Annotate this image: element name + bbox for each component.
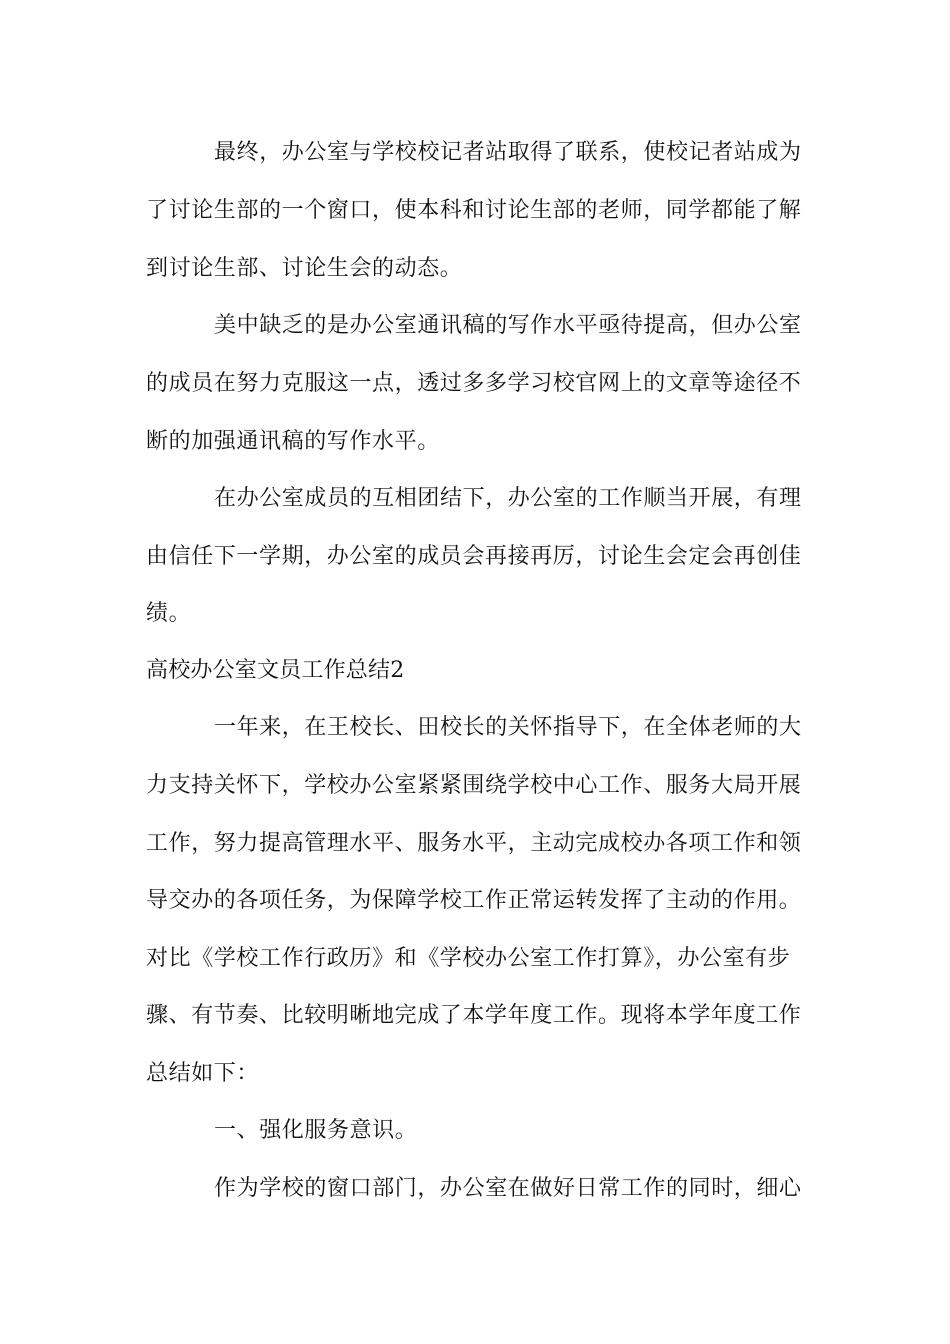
paragraph-line: 绩。 [146,601,192,626]
paragraph-line: 美中缺乏的是办公室通讯稿的写作水平亟待提高，但办公室 [214,313,802,338]
paragraph-line: 了讨论生部的一个窗口，使本科和讨论生部的老师，同学都能了解 [146,198,802,223]
paragraph-line: 力支持关怀下，学校办公室紧紧围绕学校中心工作、服务大局开展 [146,773,802,798]
paragraph-line: 作为学校的窗口部门，办公室在做好日常工作的同时，细心 [214,1176,802,1201]
section-heading: 高校办公室文员工作总结2 [146,658,405,683]
paragraph-line: 导交办的各项任务，为保障学校工作正常运转发挥了主动的作用。 [146,888,802,913]
list-item-heading: 一、强化服务意识。 [214,1118,418,1143]
paragraph-line: 由信任下一学期，办公室的成员会再接再厉，讨论生会定会再创佳 [146,544,802,569]
paragraph-line: 总结如下： [146,1061,260,1086]
paragraph-line: 在办公室成员的互相团结下，办公室的工作顺当开展，有理 [214,486,802,511]
paragraph-line: 的成员在努力克服这一点，透过多多学习校官网上的文章等途径不 [146,371,802,396]
paragraph-line: 一年来，在王校长、田校长的关怀指导下，在全体老师的大 [214,715,802,740]
paragraph-line: 到讨论生部、讨论生会的动态。 [146,256,463,281]
paragraph-line: 最终，办公室与学校校记者站取得了联系，使校记者站成为 [214,140,802,165]
paragraph-line: 骤、有节奏、比较明晰地完成了本学年度工作。现将本学年度工作 [146,1003,802,1028]
paragraph-line: 断的加强通讯稿的写作水平。 [146,429,440,454]
paragraph-line: 对比《学校工作行政历》和《学校办公室工作打算》，办公室有步 [146,946,791,971]
paragraph-line: 工作，努力提高管理水平、服务水平，主动完成校办各项工作和领 [146,831,802,856]
